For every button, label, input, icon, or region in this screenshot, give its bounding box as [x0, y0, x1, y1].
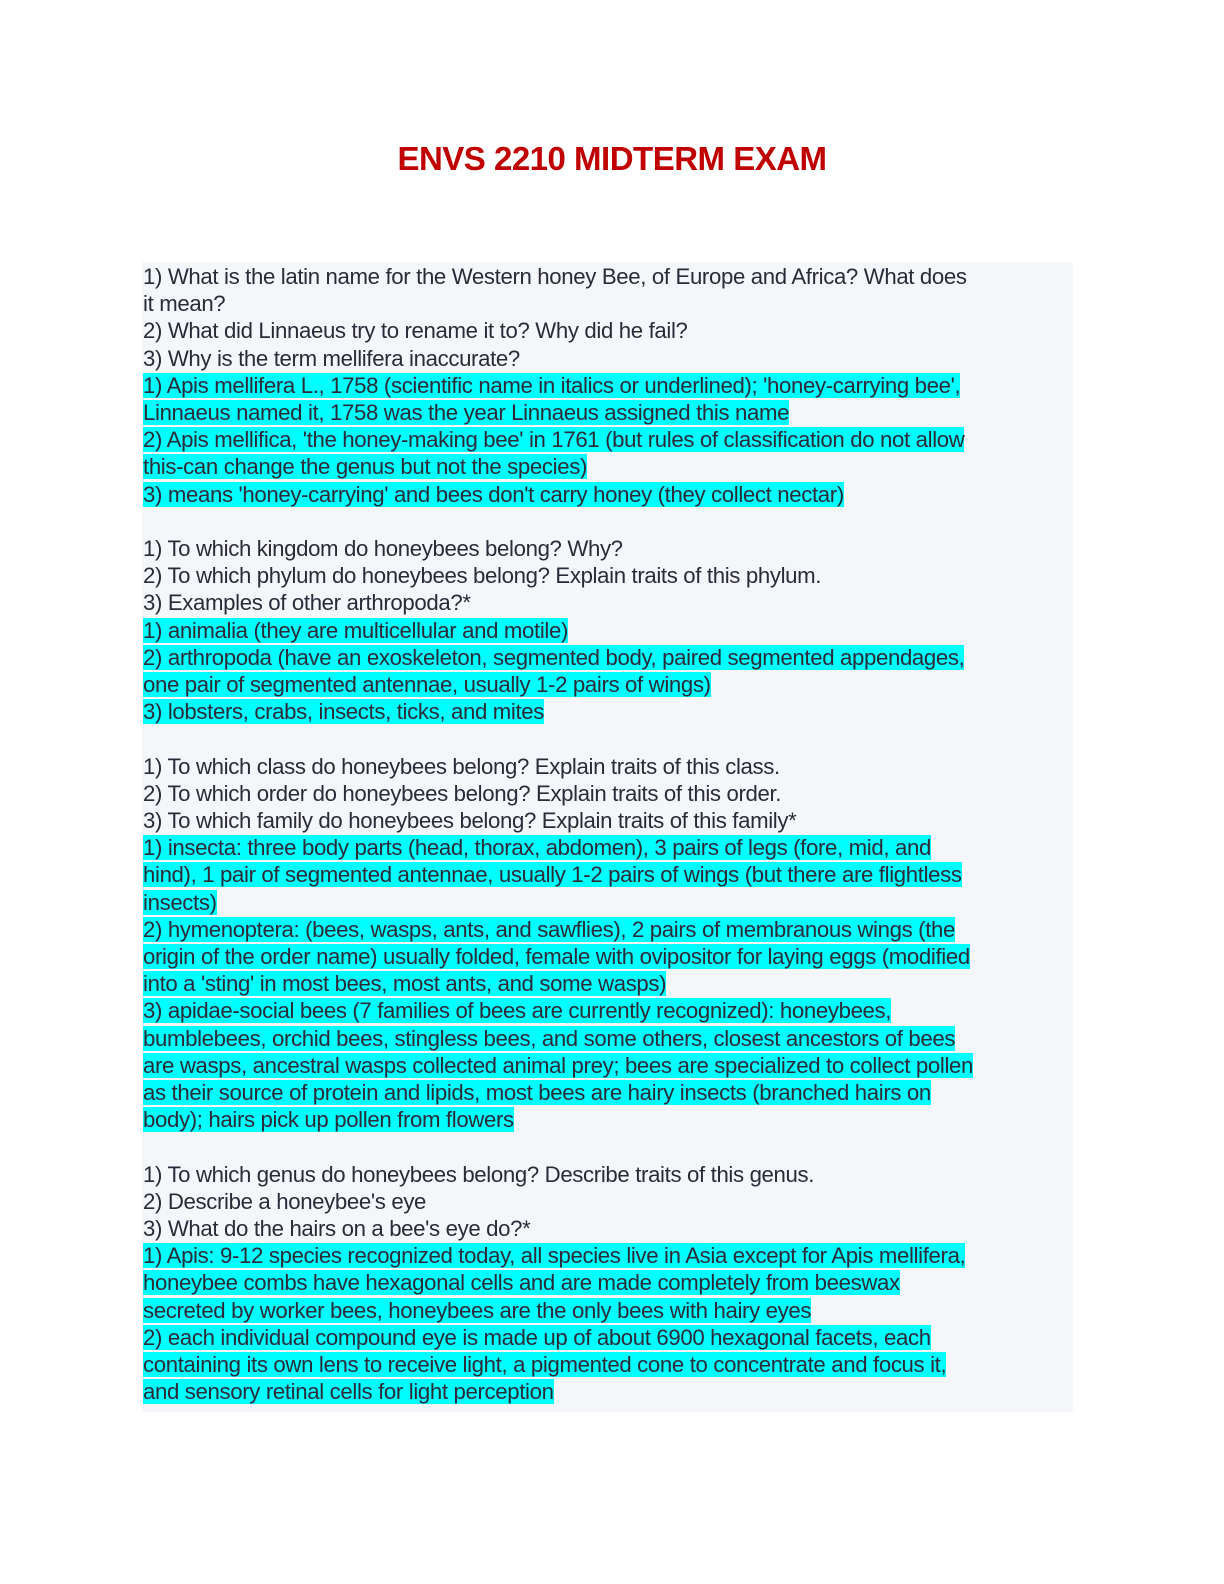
answer-line: secreted by worker bees, honeybees are the only bees with hairy eyes [143, 1297, 812, 1323]
question-line: 1) What is the latin name for the Western honey Bee, of Europe and Africa? What does [143, 264, 967, 289]
exam-content [143, 263, 1073, 1405]
answer-line: 1) Apis mellifera L., 1758 (scientific name in italics or underlined); 'honey-carrying bee', [143, 372, 961, 398]
answer-line: 2) each individual compound eye is made up of about 6900 hexagonal facets, each [143, 1324, 931, 1350]
answer-line: 3) apidae-social bees (7 families of bees are currently recognized): honeybees, [143, 998, 892, 1024]
answer-line: hind), 1 pair of segmented antennae, usually 1-2 pairs of wings (but there are flightless [143, 862, 962, 888]
answer-line: honeybee combs have hexagonal cells and are made completely from beeswax [143, 1270, 900, 1296]
answer-line: are wasps, ancestral wasps collected animal prey; bees are specialized to collect pollen [143, 1052, 974, 1078]
section-4 [143, 1161, 1073, 1406]
answer-line: 3) means 'honey-carrying' and bees don't carry honey (they collect nectar) [143, 481, 844, 507]
page-title: ENVS 2210 MIDTERM EXAM [397, 140, 827, 177]
question-line: 3) Examples of other arthropoda?* [143, 590, 471, 616]
question-line: 2) What did Linnaeus try to rename it to? Why did he fail? [143, 318, 688, 344]
answer-line: 2) hymenoptera: (bees, wasps, ants, and sawflies), 2 pairs of membranous wings (the [143, 916, 956, 942]
section-4-questions [143, 1161, 1073, 1243]
answer-line: insects) [143, 889, 217, 915]
question-line: 1) To which class do honeybees belong? Explain traits of this class. [143, 753, 780, 779]
answer-line: 1) insecta: three body parts (head, thorax, abdomen), 3 pairs of legs (fore, mid, and [143, 835, 931, 861]
answer-line: as their source of protein and lipids, most bees are hairy insects (branched hairs on [143, 1080, 931, 1106]
question-line: 3) Why is the term mellifera inaccurate? [143, 345, 520, 371]
answer-line: 2) arthropoda (have an exoskeleton, segmented body, paired segmented appendages, [143, 644, 965, 670]
answer-line: containing its own lens to receive light, a pigmented cone to concentrate and focus it, [143, 1352, 947, 1378]
section-spacer [143, 725, 1073, 752]
section-spacer [143, 508, 1073, 535]
answer-line: 1) Apis: 9-12 species recognized today, all species live in Asia except for Apis mellifera, [143, 1243, 966, 1269]
section-3-questions [143, 753, 1073, 835]
section-1 [143, 263, 1073, 508]
answer-line: one pair of segmented antennae, usually 1-2 pairs of wings) [143, 672, 711, 698]
section-2 [143, 535, 1073, 725]
answer-line: 1) animalia (they are multicellular and motile) [143, 617, 569, 643]
answer-line: this-can change the genus but not the species) [143, 454, 587, 480]
answer-line: and sensory retinal cells for light perception [143, 1379, 554, 1405]
question-line: 2) To which order do honeybees belong? Explain traits of this order. [143, 780, 782, 806]
answer-line: body); hairs pick up pollen from flowers [143, 1107, 514, 1133]
section-1-questions [143, 263, 1073, 372]
answer-line: 3) lobsters, crabs, insects, ticks, and mites [143, 699, 545, 725]
section-2-questions [143, 535, 1073, 617]
question-line: 2) To which phylum do honeybees belong? Explain traits of this phylum. [143, 563, 822, 589]
answer-line: 2) Apis mellifica, 'the honey-making bee' in 1761 (but rules of classification do not allow [143, 427, 965, 453]
question-line: 3) What do the hairs on a bee's eye do?* [143, 1216, 531, 1242]
section-2-answers [143, 617, 1073, 726]
section-3 [143, 753, 1073, 1134]
question-line: 3) To which family do honeybees belong? Explain traits of this family* [143, 808, 797, 834]
section-4-answers [143, 1242, 1073, 1405]
question-line: 1) To which genus do honeybees belong? Describe traits of this genus. [143, 1161, 815, 1187]
answer-line: Linnaeus named it, 1758 was the year Linnaeus assigned this name [143, 400, 790, 426]
question-line: 1) To which kingdom do honeybees belong? Why? [143, 536, 623, 562]
section-1-answers [143, 372, 1073, 508]
section-3-answers [143, 834, 1073, 1133]
section-spacer [143, 1133, 1073, 1160]
answer-line: into a 'sting' in most bees, most ants, and some wasps) [143, 971, 667, 997]
question-line: it mean? [143, 291, 226, 317]
question-line: 2) Describe a honeybee's eye [143, 1188, 427, 1214]
answer-line: bumblebees, orchid bees, stingless bees, and some others, closest ancestors of bees [143, 1025, 956, 1051]
answer-line: origin of the order name) usually folded, female with ovipositor for laying eggs (modified [143, 944, 970, 970]
